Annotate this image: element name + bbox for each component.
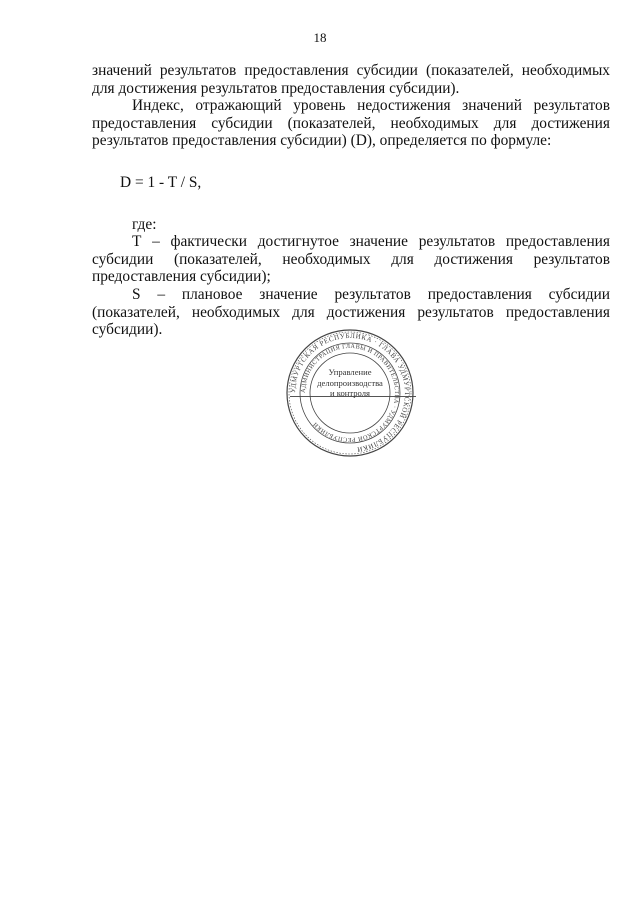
seal-center-line: Управление xyxy=(328,367,372,377)
seal-center-line: делопроизводства xyxy=(317,377,383,388)
official-seal xyxy=(285,328,415,458)
formula: D = 1 - T / S, xyxy=(120,173,202,191)
where-label: где: xyxy=(132,215,157,233)
page-number: 18 xyxy=(313,30,327,45)
seal-outer-text: УДМУРТСКАЯ РЕСПУБЛИКА · ГЛАВА УДМУРТСКОЙ РЕСПУБЛИКИ xyxy=(288,331,412,454)
s-definition: S – плановое значение результатов предоставления субсидии (показателей, необходимых для достижения результатов предоставления субсидии). xyxy=(92,285,610,339)
continuation-paragraph: значений результатов предоставления субсидии (показателей, необходимых для достижения результатов предоставления субсидии). xyxy=(92,62,610,97)
index-paragraph: Индекс, отражающий уровень недостижения значений результатов предоставления субсидии (показателей, необходимых для достижения результатов предоставления субсидии) (D), определяется по формуле: xyxy=(92,97,610,150)
document-body xyxy=(92,62,610,339)
seal-center-line: и контроля xyxy=(330,388,370,399)
t-definition: Т – фактически достигнутое значение результатов предоставления субсидии (показателей, необходимых для достижения результатов предоставления субсидии); xyxy=(92,233,610,286)
seal-center-text xyxy=(310,367,390,399)
seal-inner-text: АДМИНИСТРАЦИЯ ГЛАВЫ И ПРАВИТЕЛЬСТВА · УДМУРТСКОЙ РЕСПУБЛИКИ xyxy=(299,342,401,444)
